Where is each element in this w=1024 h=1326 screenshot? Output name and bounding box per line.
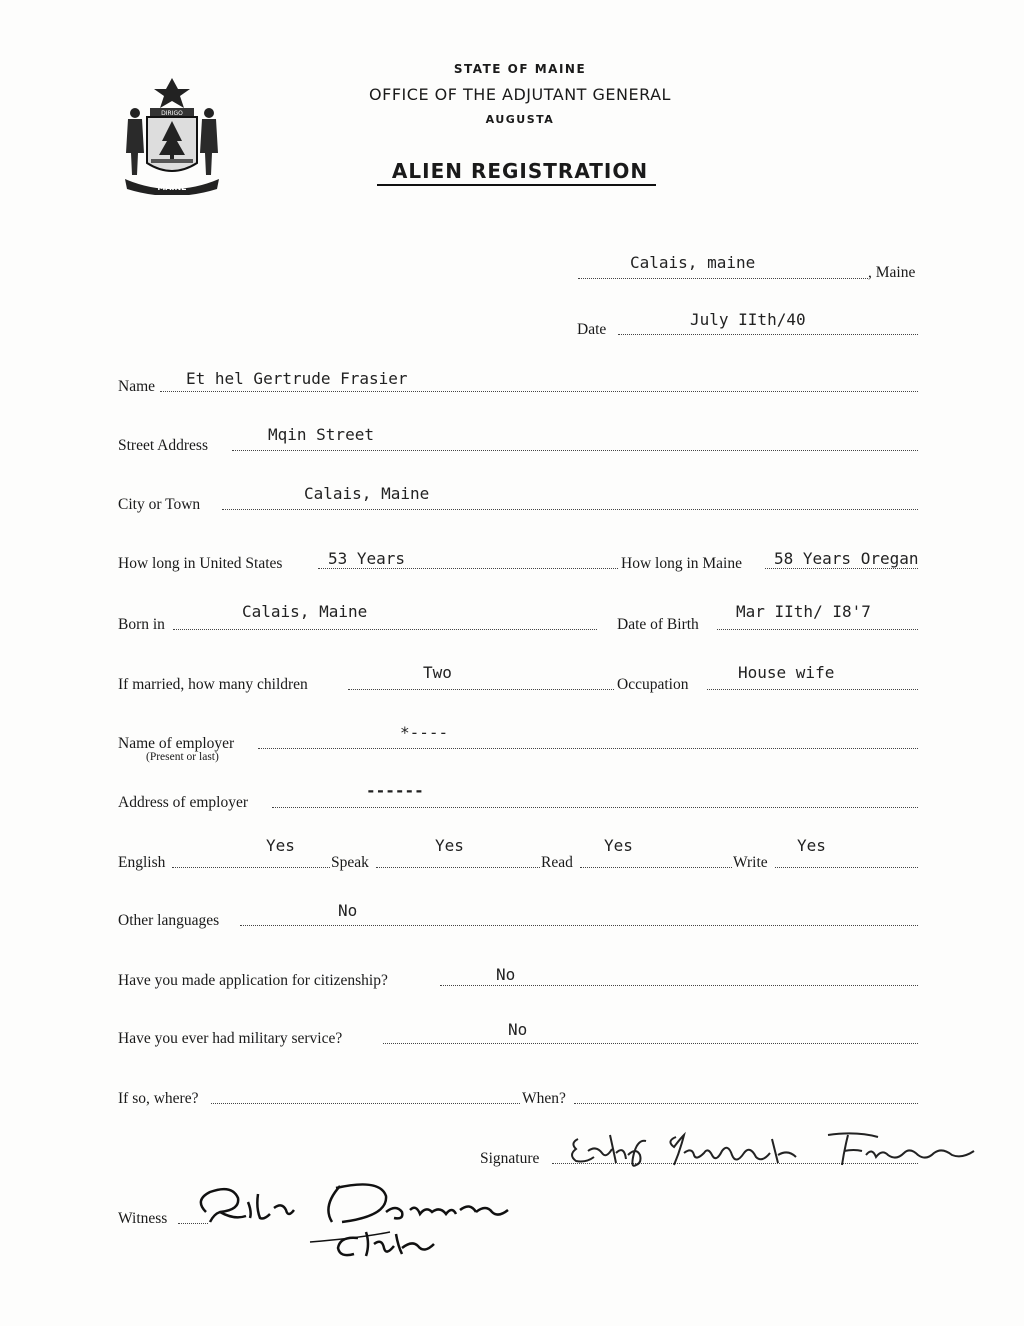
speak-value: Yes [435,836,464,855]
date-value: July IIth/40 [690,310,806,329]
employer-sublabel: (Present or last) [146,751,219,763]
city-line [222,509,918,510]
seal-motto-text: DIRIGO [161,110,183,117]
maine-duration-label: How long in Maine [621,555,742,572]
us-duration-label: How long in United States [118,555,283,572]
form-title: ALIEN REGISTRATION [391,159,649,183]
occupation-label: Occupation [617,676,689,693]
other-languages-value: No [338,901,358,920]
born-line [173,629,597,630]
street-label: Street Address [118,437,208,454]
write-label: Write [733,854,768,871]
employer-address-label: Address of employer [118,794,248,811]
occupation-line [707,689,918,690]
maine-duration-line [765,568,918,569]
street-value: Mqin Street [268,425,374,444]
where-line [211,1103,520,1104]
write-value: Yes [797,836,826,855]
date-line [618,334,918,335]
employer-line [258,748,918,749]
signature-label: Signature [480,1150,540,1167]
military-label: Have you ever had military service? [118,1030,343,1047]
us-duration-line [318,568,618,569]
other-languages-label: Other languages [118,912,220,929]
english-line [172,867,330,868]
seal-banner-text: MAINE [157,183,187,192]
children-value: Two [423,663,452,682]
name-label: Name [118,378,156,395]
when-label: When? [522,1090,566,1107]
date-label: Date [577,321,607,338]
occupation-value: House wife [738,663,835,682]
name-line [160,391,918,392]
born-value: Calais, Maine [242,602,368,621]
title-underline [377,184,656,186]
other-languages-line [240,925,918,926]
dob-line [717,629,918,630]
dob-value: Mar IIth/ I8'7 [736,602,871,621]
city-value: Calais, Maine [304,484,430,503]
read-value: Yes [604,836,633,855]
header-city: AUGUSTA [485,113,555,126]
employer-value: *---- [400,723,449,742]
city-label: City or Town [118,496,201,513]
street-line [232,450,918,451]
english-value: Yes [266,836,295,855]
speak-label: Speak [331,854,369,871]
born-label: Born in [118,616,165,633]
place-suffix: , Maine [868,264,916,281]
read-label: Read [541,854,573,871]
name-value: Et hel Gertrude Frasier [186,369,408,388]
citizenship-value: No [496,965,516,984]
us-duration-value: 53 Years [328,549,406,568]
employer-address-line [272,807,918,808]
maine-duration-value: 58 Years Oregan [774,549,919,568]
witness-label: Witness [118,1210,168,1227]
military-line [383,1043,918,1044]
speak-line [376,867,540,868]
witness-signature-handwriting [190,1172,520,1264]
where-label: If so, where? [118,1090,199,1107]
header-state: STATE OF MAINE [453,62,587,76]
read-line [580,867,732,868]
place-value: Calais, maine [630,253,756,272]
when-line [574,1103,918,1104]
dob-label: Date of Birth [617,616,699,633]
english-label: English [118,854,166,871]
write-line [775,867,918,868]
employer-label: Name of employer [118,735,235,752]
header-office: OFFICE OF THE ADJUTANT GENERAL [369,85,671,104]
place-line [578,278,868,279]
military-value: No [508,1020,528,1039]
employer-address-value: ------ [366,781,424,800]
citizenship-label: Have you made application for citizenship? [118,972,388,989]
children-line [348,689,614,690]
children-label: If married, how many children [118,676,308,693]
citizenship-line [440,985,918,986]
signature-handwriting [566,1125,978,1173]
